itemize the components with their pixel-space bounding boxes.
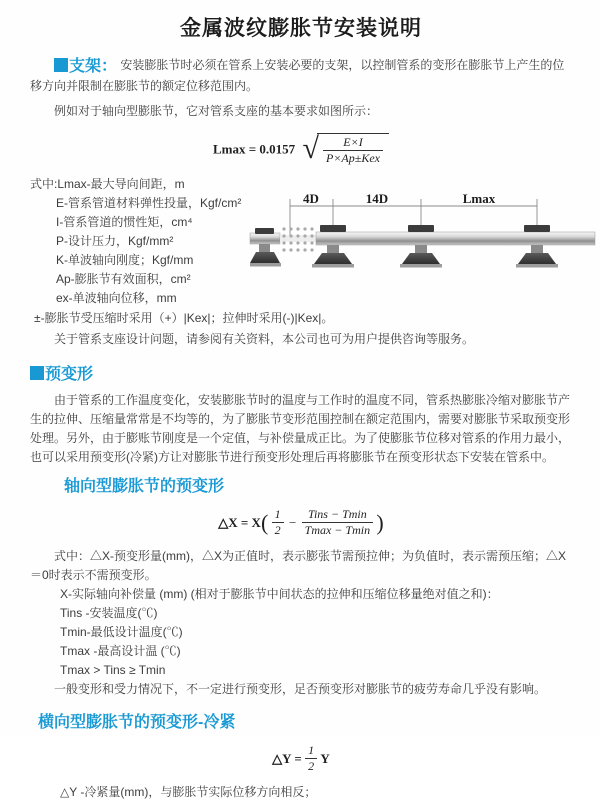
- section-square-icon: [30, 366, 44, 380]
- delta-x-explanation: 式中：△X-预变形量(mm)，△X为正值时，表示膨张节需预拉伸；为负值时，表示需预压缩；△X＝0时表示不需预变形。: [30, 549, 566, 582]
- support-section-heading: 支架：: [69, 58, 118, 75]
- diagram-svg: [250, 192, 595, 287]
- definition-item: P-设计压力，Kgf/mm²: [56, 234, 174, 248]
- fraction: [323, 136, 383, 165]
- fraction-numerator: Tins − Tmin: [307, 507, 367, 521]
- preform-paragraph: 由于管系的工作温度变化，安装膨胀节时的温度与工作时的温度不同，管系热膨胀冷缩对膨胀节产生的拉伸、压缩量常常是不均等的，为了膨胀节变形范围控制在额定范围内，需要对膨胀节采取预变形处理。另外，由于膨账节刚度是一个定值，与补偿量成正比。为了使膨胀节位移对管系的作用力最小，也可以采用预变形(冷紧)方让对膨胀节进行预变形处理后再将膨胀节在预变形状态下安装在管系中。: [30, 393, 571, 464]
- plus-minus-note: ±-膨胀节受压缩时采用（+）|Kex|；拉伸时采用(-)|Kex|。: [34, 311, 334, 325]
- delta-y-note: △Y -冷紧量(mm)，与膨胀节实际位移方向相反；: [60, 785, 317, 799]
- variable-line: Tins -安装温度(℃): [60, 606, 158, 620]
- close-paren: ): [376, 510, 384, 535]
- fraction-denominator: 2: [272, 522, 284, 537]
- definition-item: Ap-膨胀节有效面积，cm²: [56, 272, 191, 286]
- axial-closing-line: 一般变形和受力情况下，不一定进行预变形，足否预变形对膨胀节的疲劳寿命几乎没有影响。: [54, 682, 547, 696]
- formula-lhs: △Y =: [272, 751, 302, 766]
- support-intro-paragraph: [30, 56, 572, 98]
- variable-line: Tmax -最高设计温 (℃): [60, 644, 181, 658]
- pipe-graphic: [316, 232, 595, 245]
- fraction-numerator: E×I: [343, 135, 363, 149]
- section-square-icon: [54, 58, 68, 72]
- support-example-line: 例如对于轴向型膨胀节，它对管系支座的基本要求如图所示：: [54, 104, 379, 118]
- variable-line: Tmax > Tins ≥ Tmin: [60, 663, 166, 677]
- radicand: [317, 133, 389, 165]
- fraction-denominator: P×Ap±Kex: [323, 150, 383, 165]
- definition-item: I-管系管道的惯性矩，cm⁴: [56, 215, 193, 229]
- fraction: [272, 508, 284, 537]
- bellows-icon: [280, 227, 316, 251]
- dimension-label: Lmax: [462, 191, 496, 206]
- sqrt-symbol: √: [302, 132, 319, 165]
- definition-item: 式中:Lmax-最大导向间距，m: [30, 177, 185, 191]
- dimension-label: 4D: [303, 191, 319, 206]
- formula-rhs: Y: [320, 751, 330, 766]
- anchor-support-icon: [250, 228, 281, 267]
- x-definition-line: X-实际轴向补偿量 (mm) (相对于膨胀节中间状态的拉伸和压缩位移量绝对值之和)：: [60, 587, 499, 601]
- fraction: [302, 508, 373, 537]
- preform-section-heading-row: [30, 365, 572, 385]
- formula-lhs: Lmax = 0.0157: [213, 141, 296, 157]
- service-note: 关于管系支座设计问题，请参阅有关资料，本公司也可为用户提供咨询等服务。: [54, 332, 475, 346]
- pipe-support-icon: [400, 225, 442, 268]
- definition-item: K-单波轴向刚度；Kgf/mm: [56, 253, 194, 267]
- page-title: 金属波纹膨胀节安装说明: [180, 17, 422, 40]
- delta-y-formula: [30, 744, 572, 773]
- fraction-denominator: 2: [305, 758, 317, 773]
- open-paren: (: [260, 510, 269, 535]
- fraction-denominator: Tmax − Tmin: [302, 522, 373, 537]
- formula-lhs: △X = X: [218, 515, 261, 530]
- support-intro-text: 安装膨胀节时必须在管系上安装必要的支架，以控制管系的变形在膨胀节上产生的位移方向并限制在膨胀节的额定位移范围内。: [30, 58, 565, 93]
- pipe-support-icon: [516, 225, 558, 268]
- preform-section-heading: 预变形: [45, 366, 94, 383]
- lateral-subheading: 横向型膨胀节的预变形-冷紧: [38, 714, 236, 731]
- axial-subheading: 轴向型膨胀节的预变形: [64, 478, 225, 495]
- fraction: [305, 744, 317, 773]
- pipe-support-icon: [312, 225, 354, 268]
- fraction-numerator: 1: [308, 743, 315, 757]
- minus-operator: −: [288, 515, 297, 530]
- variable-line: Tmin-最低设计温度(℃): [60, 625, 183, 639]
- fraction-numerator: 1: [274, 507, 281, 521]
- support-spacing-diagram: [250, 192, 595, 287]
- definition-item: ex-单波轴向位移，mm: [56, 291, 177, 305]
- delta-x-formula: [30, 508, 572, 537]
- dimension-label: 14D: [365, 191, 389, 206]
- lmax-formula: [30, 133, 572, 165]
- definition-item: E-管系管道材料弹性投量，Kgf/cm²: [56, 196, 242, 210]
